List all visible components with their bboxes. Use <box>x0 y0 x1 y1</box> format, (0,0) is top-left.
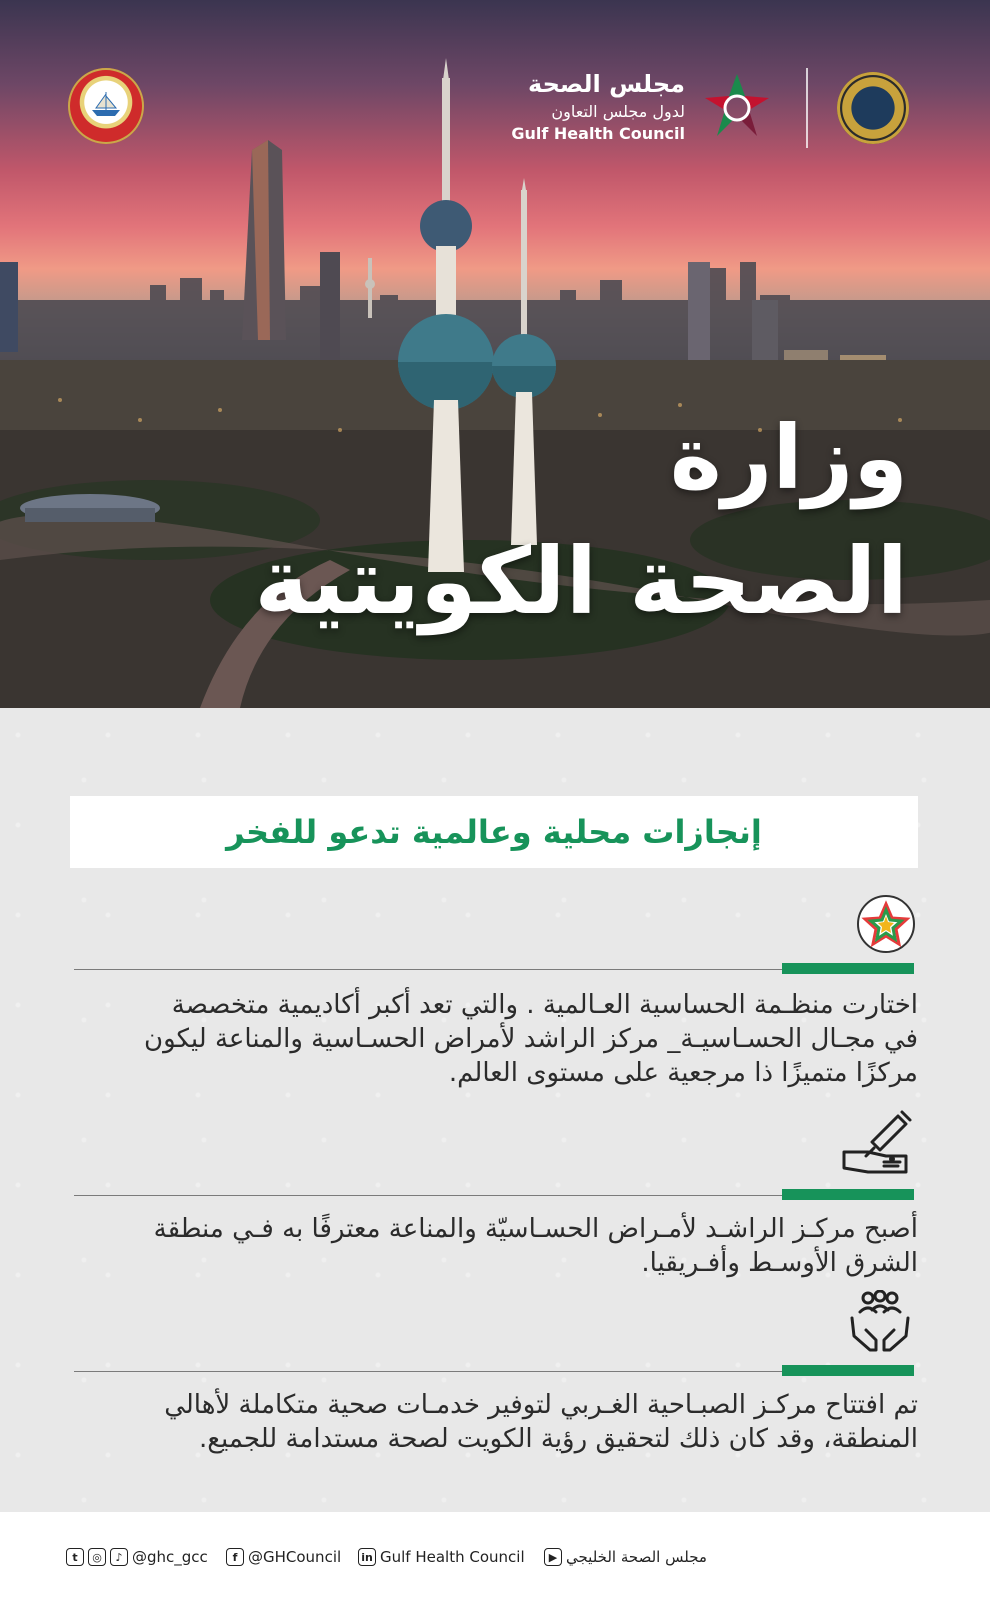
dhow-ship-icon <box>90 90 122 118</box>
facebook-icon: f <box>226 1548 244 1566</box>
youtube-icon: ▶ <box>544 1548 562 1566</box>
social-handle-text: @GHCouncil <box>248 1548 342 1566</box>
tiktok-icon: ♪ <box>110 1548 128 1566</box>
logo-divider <box>806 68 808 148</box>
section-3-line: المنطقة، وقد كان ذلك لتحقيق رؤية الكويت لصحة مستدامة للجميع. <box>198 1424 918 1454</box>
section-2-text <box>72 1212 918 1280</box>
community-care-icon <box>848 1290 912 1356</box>
instagram-icon: ◎ <box>88 1548 106 1566</box>
hero-title-line2: الصحة الكويتية <box>254 528 908 635</box>
social-handle-text: مجلس الصحة الخليجي <box>566 1548 707 1566</box>
social-handle-linkedin[interactable] <box>358 1546 525 1568</box>
ghc-arabic-name: مجلس الصحة <box>528 70 685 98</box>
section-3-line: تم افتتاح مركـز الصبـاحية الغـربي لتوفير خدمـات صحية متكاملة لأهالي <box>164 1390 918 1420</box>
headline-text: إنجازات محلية وعالمية تدعو للفخر <box>226 813 762 851</box>
social-handle-text: Gulf Health Council <box>380 1548 525 1566</box>
section-2-line: الشرق الأوسـط وأفـريقيا. <box>641 1248 918 1278</box>
social-handle-ghc-gcc[interactable] <box>66 1546 208 1568</box>
hero-title-line1: وزارة <box>669 406 908 509</box>
gcc-emblem-logo <box>837 72 909 144</box>
section-accent-bar <box>782 1365 914 1376</box>
ghc-arabic-subtitle: لدول مجلس التعاون <box>551 102 685 121</box>
linkedin-icon: in <box>358 1548 376 1566</box>
allergy-test-icon <box>840 1106 916 1180</box>
section-1-line: في مجـال الحسـاسيـة_ مركز الراشد لأمراض الحسـاسية والمناعة ليكون <box>144 1024 918 1054</box>
section-accent-bar <box>782 963 914 974</box>
ghc-flags-star-icon <box>695 66 779 150</box>
social-handle-text: @ghc_gcc <box>132 1548 208 1566</box>
achievements-panel <box>0 708 990 1512</box>
ghc-english-name: Gulf Health Council <box>511 124 685 143</box>
section-1-line: مركزًا متميزًا ذا مرجعية على مستوى العالم. <box>448 1058 918 1088</box>
section-3-text <box>72 1388 918 1456</box>
kuwait-emblem-logo <box>68 68 144 144</box>
section-1-line: اختارت منظـمة الحساسية العـالمية . والتي تعد أكبر أكاديمية متخصصة <box>171 990 918 1020</box>
gulf-health-council-logo <box>511 66 915 152</box>
footer-bar <box>0 1512 990 1600</box>
social-handle-youtube[interactable] <box>544 1546 707 1568</box>
social-handle-facebook[interactable] <box>226 1546 341 1568</box>
section-accent-bar <box>782 1189 914 1200</box>
section-1-text <box>72 988 918 1090</box>
hero-banner <box>0 0 990 708</box>
star-award-icon <box>856 894 916 954</box>
headline-banner <box>70 796 918 868</box>
section-2-line: أصبح مركـز الراشـد لأمـراض الحسـاسيّة والمناعة معترفًا به فـي منطقة <box>153 1214 918 1244</box>
twitter-icon: t <box>66 1548 84 1566</box>
